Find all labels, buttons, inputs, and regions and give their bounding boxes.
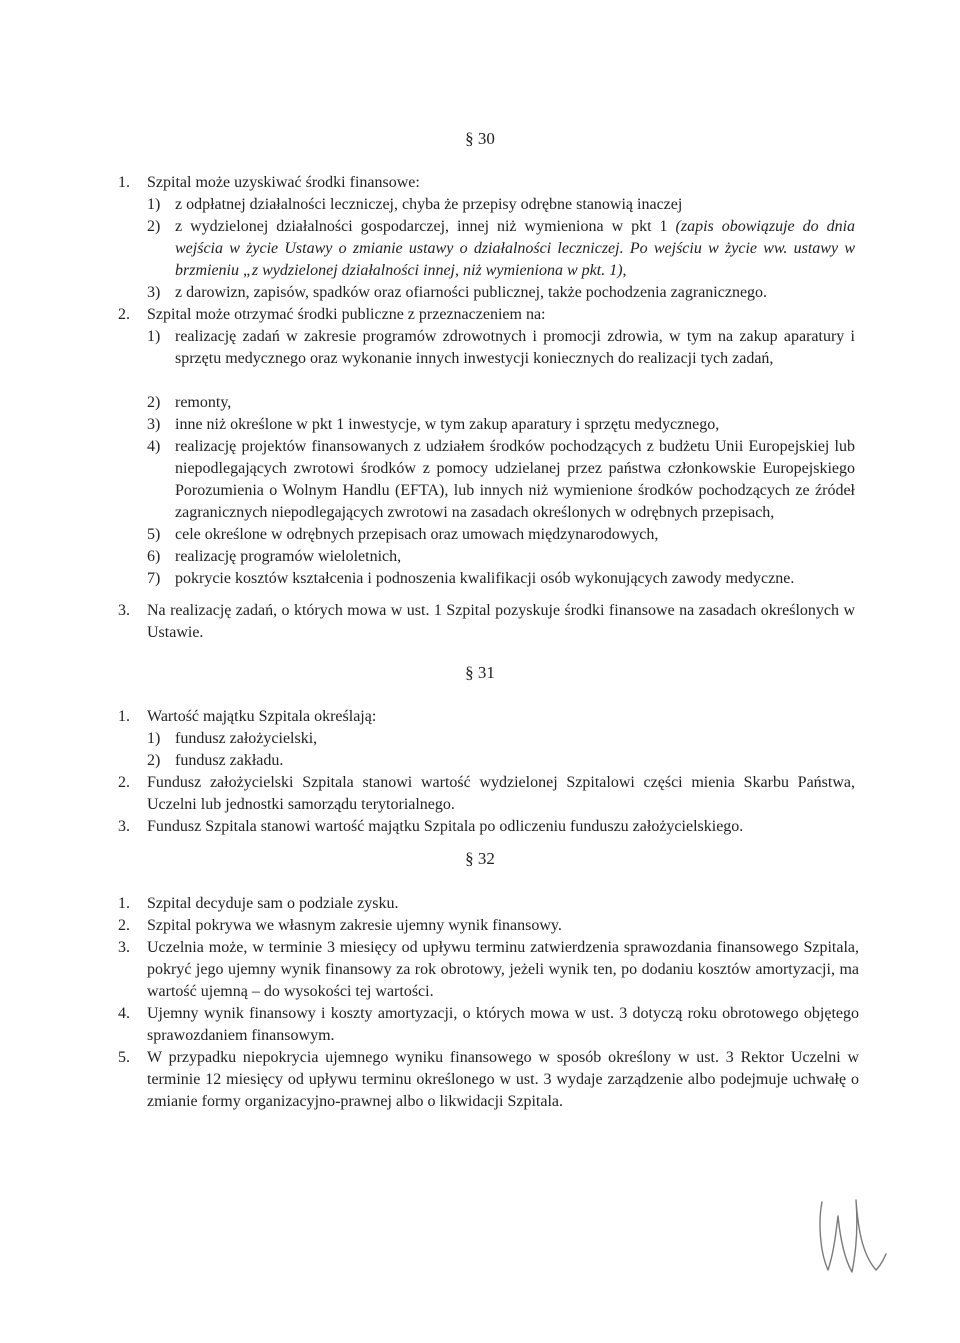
item-text: realizację programów wieloletnich, <box>175 548 402 565</box>
item-number: 6) <box>147 548 161 565</box>
paragraph-text: Fundusz założycielski Szpitala stanowi wartość wydzielonej Szpitalowi części mienia Skarbu Państwa, Uczelni lub jednostki samorządu terytorialnego. <box>147 774 855 813</box>
section-heading-30: § 30 <box>465 129 495 148</box>
item-number: 1) <box>147 730 161 747</box>
item-number: 3) <box>147 284 161 301</box>
paragraph-number: 3. <box>118 818 130 835</box>
paragraph-text: Wartość majątku Szpitala określają: <box>147 708 377 725</box>
paragraph-number: 2. <box>118 774 130 791</box>
item-text: realizację projektów finansowanych z udziałem środków pochodzących z budżetu Unii Europejskiej lub niepodlegających zwrotowi środków z pomocy udzielanej przez państwa członkowskie Europejskiego Porozumienia o Wolnym Handlu (EFTA), lub innych niż wymienione środków pochodzących ze źródeł zagranicznych niepodlegających zwrotowi na zasadach określonych w odrębnych przepisach, <box>175 438 855 521</box>
item-text: z wydzielonej działalności gospodarczej, innej niż wymieniona w pkt 1 <box>175 218 668 235</box>
item-text: fundusz zakładu. <box>175 752 284 769</box>
item-number: 2) <box>147 752 161 769</box>
item-text: inne niż określone w pkt 1 inwestycje, w tym zakup aparatury i sprzętu medycznego, <box>175 416 720 433</box>
paragraph-text: Uczelnia może, w terminie 3 miesięcy od upływu terminu zatwierdzenia sprawozdania finansowego Szpitala, pokryć jego ujemny wynik finansowy za rok obrotowy, jeżeli wynik ten, po dodaniu kosztów amortyzacji, ma wartość ujemną – do wysokości tej wartości. <box>147 939 859 1000</box>
paragraph-text: W przypadku niepokrycia ujemnego wyniku finansowego w sposób określony w ust. 3 Rektor Uczelni w terminie 12 miesięcy od upływu terminu określonego w ust. 3 wydaje zarządzenie albo podejmuje uchwałę o zmianie formy organizacyjno-prawnej albo o likwidacji Szpitala. <box>147 1049 859 1110</box>
item-text-block <box>175 216 855 282</box>
item-number: 2) <box>147 218 161 235</box>
section-heading-31: § 31 <box>465 663 495 682</box>
item-italic-note: (zapis obowiązuje do dnia wejścia w życie Ustawy o zmianie ustawy o działalności leczniczej. Po wejściu w życie ww. ustawy w brzmieniu „z wydzielonej działalności innej, niż wymieniona w pkt. 1), <box>175 218 856 279</box>
item-text: pokrycie kosztów kształcenia i podnoszenia kwalifikacji osób wykonujących zawody medyczne. <box>175 570 795 587</box>
paragraph-number: 4. <box>118 1005 130 1022</box>
item-number: 4) <box>147 438 161 455</box>
item-number: 3) <box>147 416 161 433</box>
paragraph-number: 1. <box>118 174 130 191</box>
section-heading-32: § 32 <box>465 849 495 868</box>
item-text: z darowizn, zapisów, spadków oraz ofiarności publicznej, także pochodzenia zagranicznego. <box>175 284 768 301</box>
paragraph-text: Fundusz Szpitala stanowi wartość majątku Szpitala po odliczeniu funduszu założycielskiego. <box>147 818 744 835</box>
item-number: 1) <box>147 328 161 345</box>
paragraph-text: Na realizację zadań, o których mowa w ust. 1 Szpital pozyskuje środki finansowe na zasadach określonych w Ustawie. <box>147 602 855 641</box>
item-number: 2) <box>147 394 161 411</box>
paragraph-text: Ujemny wynik finansowy i koszty amortyzacji, o których mowa w ust. 3 dotyczą roku obrotowego objętego sprawozdaniem finansowym. <box>147 1005 859 1044</box>
item-text: fundusz założycielski, <box>175 730 318 747</box>
item-number: 5) <box>147 526 161 543</box>
paragraph-number: 2. <box>118 917 130 934</box>
paragraph-text: Szpital może uzyskiwać środki finansowe: <box>147 174 420 191</box>
paragraph-number: 5. <box>118 1049 130 1066</box>
item-text: remonty, <box>175 394 232 411</box>
paragraph-number: 1. <box>118 708 130 725</box>
paragraph-text: Szpital może otrzymać środki publiczne z przeznaczeniem na: <box>147 306 546 323</box>
paragraph-text: Szpital decyduje sam o podziale zysku. <box>147 895 399 912</box>
item-text: cele określone w odrębnych przepisach oraz umowach międzynarodowych, <box>175 526 659 543</box>
paragraph-number: 2. <box>118 306 130 323</box>
paragraph-number: 1. <box>118 895 130 912</box>
item-number: 1) <box>147 196 161 213</box>
signature-initials <box>812 1192 892 1282</box>
item-text: realizację zadań w zakresie programów zdrowotnych i promocji zdrowia, w tym na zakup aparatury i sprzętu medycznego oraz wykonanie innych inwestycji koniecznych do realizacji tych zadań, <box>175 328 855 367</box>
item-text: z odpłatnej działalności leczniczej, chyba że przepisy odrębne stanowią inaczej <box>175 196 683 213</box>
paragraph-text: Szpital pokrywa we własnym zakresie ujemny wynik finansowy. <box>147 917 562 934</box>
paragraph-number: 3. <box>118 939 130 956</box>
item-number: 7) <box>147 570 161 587</box>
paragraph-number: 3. <box>118 602 130 619</box>
